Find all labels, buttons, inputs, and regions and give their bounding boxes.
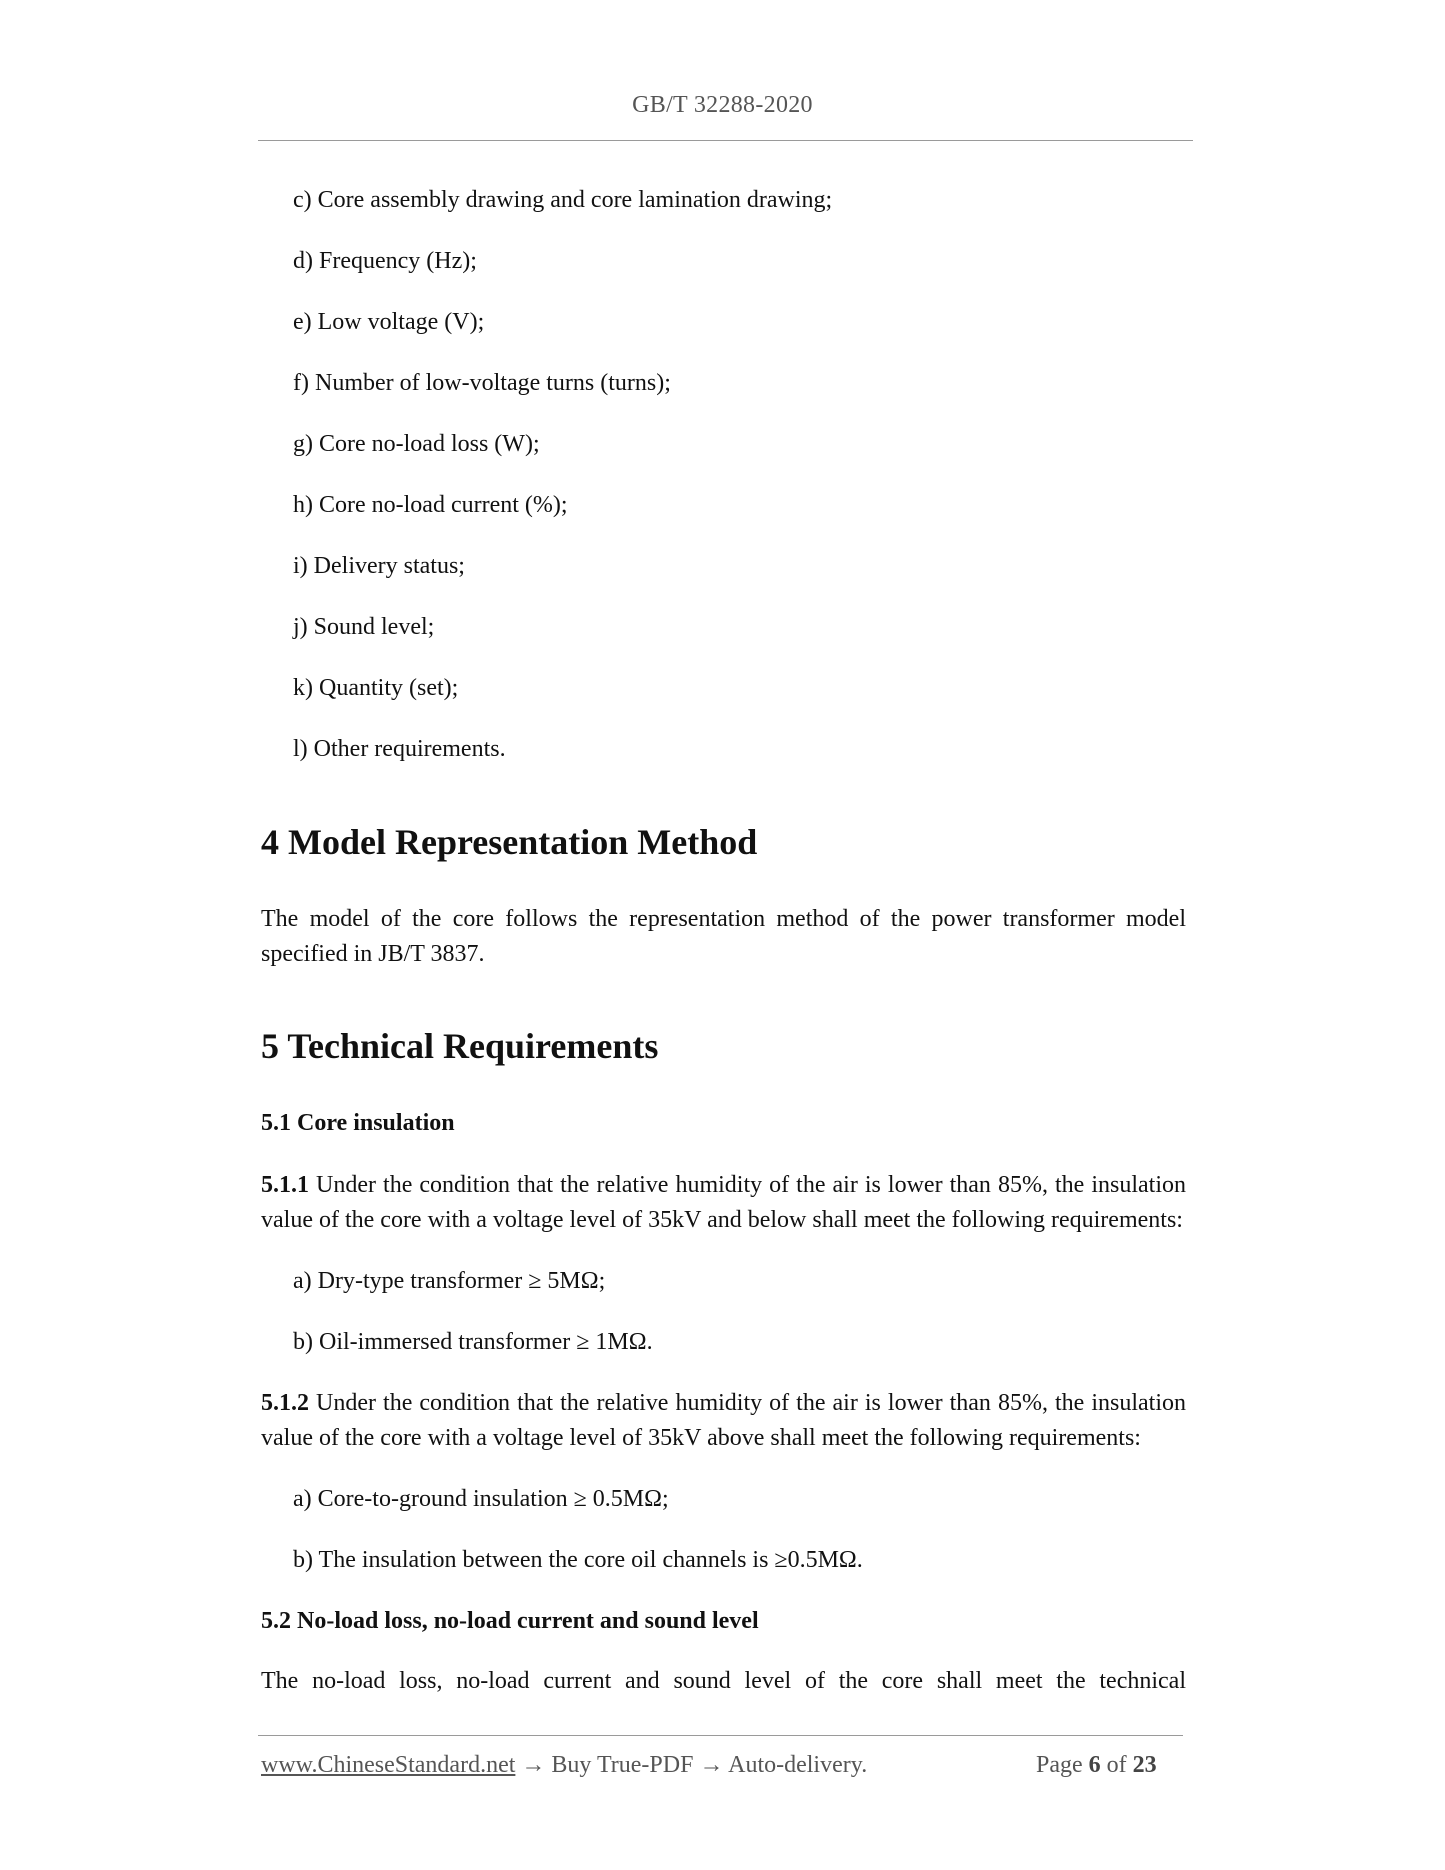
footer-tagline: → Buy True-PDF → Auto-delivery. [515, 1752, 868, 1778]
list-item: k) Quantity (set); [293, 675, 459, 701]
page-of-label: of [1106, 1752, 1127, 1778]
clause-5-1-2-number: 5.1.2 [261, 1390, 309, 1416]
list-item: g) Core no-load loss (W); [293, 431, 540, 457]
section-4-paragraph: The model of the core follows the representation method of the power transformer model specified in JB/T 3837. [261, 906, 1186, 967]
page-indicator [1036, 1752, 1157, 1779]
document-header-title: GB/T 32288-2020 [632, 92, 813, 118]
list-item: f) Number of low-voltage turns (turns); [293, 370, 671, 396]
page-current: 6 [1088, 1752, 1101, 1778]
footer-divider [258, 1735, 1183, 1736]
list-item: b) The insulation between the core oil channels is ≥0.5MΩ. [293, 1547, 863, 1573]
list-item: h) Core no-load current (%); [293, 492, 568, 518]
section-4-heading: 4 Model Representation Method [261, 822, 758, 862]
list-item: e) Low voltage (V); [293, 309, 485, 335]
clause-5-1-2-paragraph [261, 1386, 1186, 1456]
section-5-heading: 5 Technical Requirements [261, 1026, 659, 1066]
list-item: i) Delivery status; [293, 553, 465, 579]
list-item: d) Frequency (Hz); [293, 248, 477, 274]
chinese-standard-link[interactable]: www.ChineseStandard.net [261, 1752, 516, 1778]
clause-5-1-2-text: Under the condition that the relative humidity of the air is lower than 85%, the insulation value of the core with a voltage level of 35kV above shall meet the following requirements: [261, 1390, 1186, 1451]
subsection-5-1-heading: 5.1 Core insulation [261, 1110, 455, 1136]
list-item: c) Core assembly drawing and core lamination drawing; [293, 187, 833, 213]
list-item: b) Oil-immersed transformer ≥ 1MΩ. [293, 1329, 653, 1355]
header-divider [258, 140, 1193, 141]
list-item: a) Core-to-ground insulation ≥ 0.5MΩ; [293, 1486, 669, 1512]
list-item: a) Dry-type transformer ≥ 5MΩ; [293, 1268, 606, 1294]
list-item: j) Sound level; [293, 614, 435, 640]
list-item: l) Other requirements. [293, 736, 506, 762]
page-total: 23 [1132, 1752, 1157, 1778]
footer-promo [261, 1752, 867, 1779]
page-label: Page [1036, 1752, 1083, 1778]
clause-5-1-1-number: 5.1.1 [261, 1172, 309, 1198]
clause-5-1-1-paragraph [261, 1168, 1186, 1238]
clause-5-1-1-text: Under the condition that the relative humidity of the air is lower than 85%, the insulation value of the core with a voltage level of 35kV and below shall meet the following requirements: [261, 1172, 1186, 1233]
subsection-5-2-heading: 5.2 No-load loss, no-load current and sound level [261, 1608, 759, 1634]
subsection-5-2-paragraph: The no-load loss, no-load current and sound level of the core shall meet the technical [261, 1668, 1186, 1694]
